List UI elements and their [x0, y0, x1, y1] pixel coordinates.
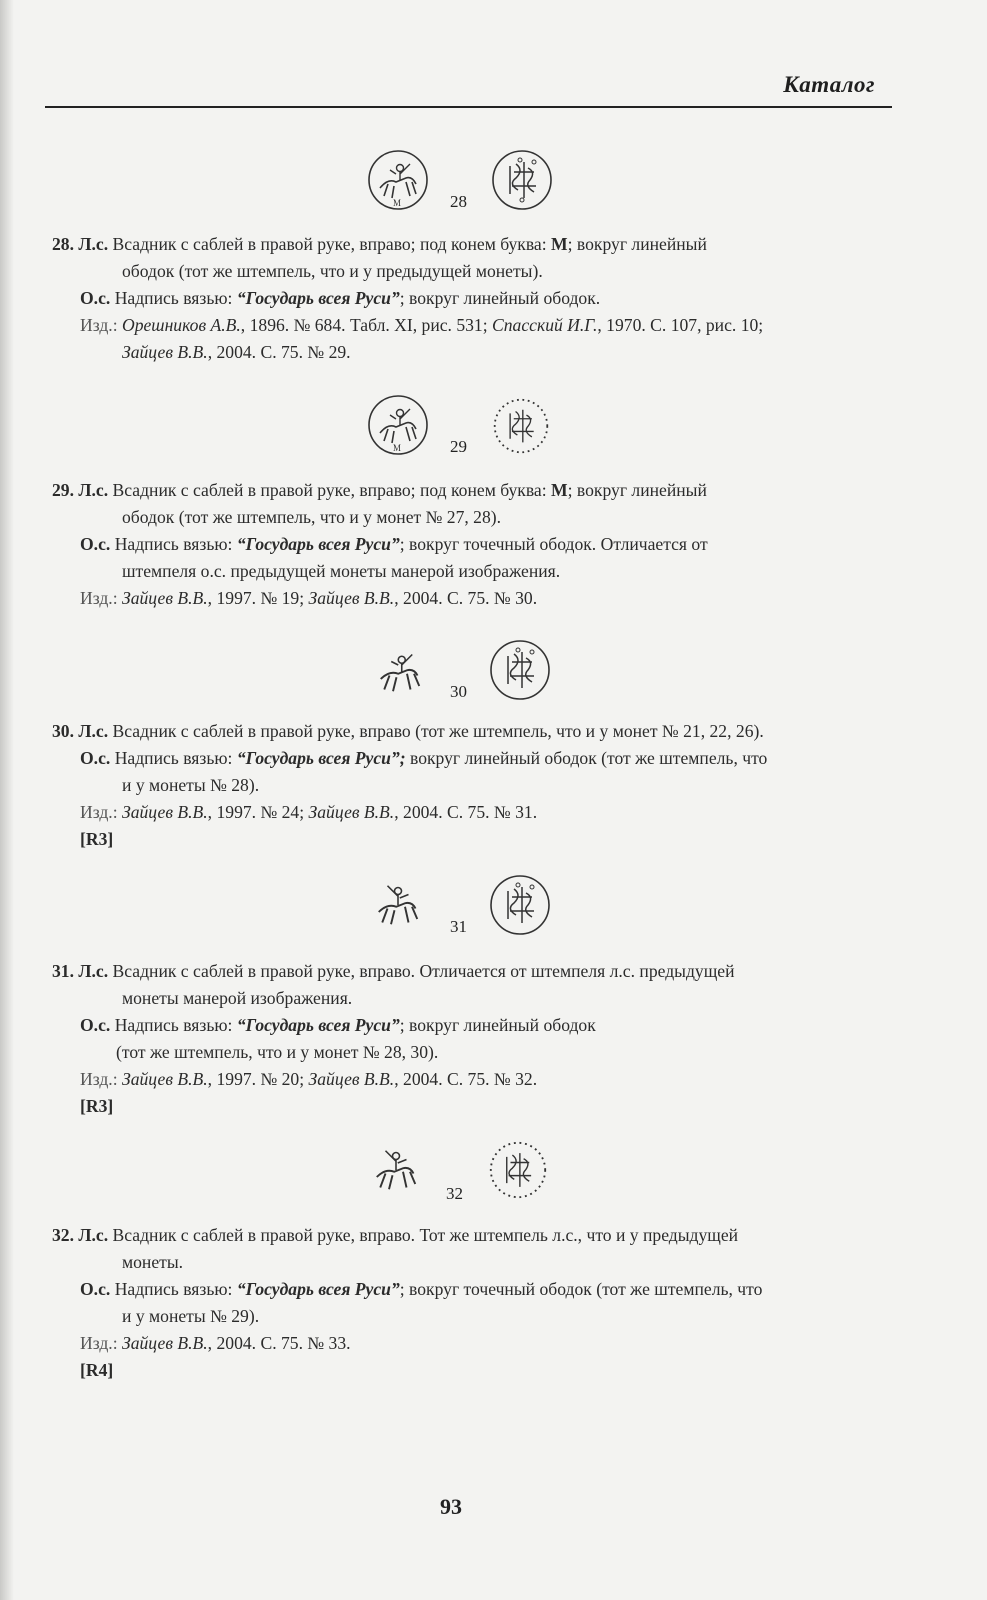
reverse-inscription-coin-image	[488, 1140, 548, 1200]
obverse-rider-image	[372, 644, 428, 700]
entry-id: 28. Л.с.	[52, 234, 109, 254]
coin-number: 30	[450, 682, 467, 701]
coin-number: 28	[450, 192, 467, 211]
section-title: Каталог	[783, 72, 875, 97]
os-label: О.с.	[80, 1015, 111, 1035]
entry-id: 30. Л.с.	[52, 721, 109, 741]
coin-figure-32	[0, 1138, 987, 1218]
catalog-entry-32: 32. Л.с. Всадник с саблей в правой руке, вправо. Тот же штемпель л.с., что и у предыдущей монеты. О.с. Надпись вязью: “Государь всея Руси”; вокруг точечный ободок (тот же штемпель, что и у монеты № 29). Изд.: Зайцев В.В., 2004. С. 75. № 33. [R4]	[52, 1225, 763, 1380]
obverse-rider-coin-image	[366, 148, 430, 212]
obverse-rider-image	[370, 877, 426, 933]
header-rule	[45, 106, 892, 108]
izd-label: Изд.:	[80, 802, 118, 822]
page-number: 93	[440, 1494, 462, 1519]
izd-label: Изд.:	[80, 315, 118, 335]
izd-label: Изд.:	[80, 588, 118, 608]
page-edge-shadow	[0, 0, 14, 1600]
coin-number: 32	[446, 1184, 463, 1203]
entry-id: 29. Л.с.	[52, 480, 109, 500]
rarity-badge: [R3]	[80, 829, 114, 849]
os-label: О.с.	[80, 748, 111, 768]
coin-number: 29	[450, 437, 467, 456]
catalog-entry-29: 29. Л.с. Всадник с саблей в правой руке, вправо; под конем буква: М; вокруг линейный ободок (тот же штемпель, что и у монет № 27, 28). О.с. Надпись вязью: “Государь всея Руси”; вокруг точечный ободок. Отличается от штемпеля о.с. предыдущей монеты манерой изображения. Изд.: Зайцев В.В., 1997. № 19; Зайцев В.В., 2004. С. 75. № 30.	[52, 480, 708, 608]
rarity-badge: [R4]	[80, 1360, 114, 1380]
svg-text:M: M	[393, 443, 402, 453]
coin-number: 31	[450, 917, 467, 936]
entry-id: 31. Л.с.	[52, 961, 109, 981]
svg-text:M: M	[393, 198, 402, 208]
os-label: О.с.	[80, 288, 111, 308]
izd-label: Изд.:	[80, 1333, 118, 1353]
obverse-rider-image	[368, 1142, 424, 1198]
catalog-entry-31: 31. Л.с. Всадник с саблей в правой руке, вправо. Отличается от штемпеля л.с. предыдущей монеты манерой изображения. О.с. Надпись вязью: “Государь всея Руси”; вокруг линейный ободок (тот же штемпель, что и у монет № 28, 30). Изд.: Зайцев В.В., 1997. № 20; Зайцев В.В., 2004. С. 75. № 32. [R3]	[52, 961, 735, 1116]
os-label: О.с.	[80, 534, 111, 554]
entry-id: 32. Л.с.	[52, 1225, 109, 1245]
os-label: О.с.	[80, 1279, 111, 1299]
obverse-rider-coin-image	[366, 393, 430, 457]
coin-figure-28	[0, 148, 987, 228]
catalog-entry-28: 28. Л.с. Всадник с саблей в правой руке, вправо; под конем буква: М; вокруг линейный ободок (тот же штемпель, что и у предыдущей монеты). О.с. Надпись вязью: “Государь всея Руси”; вокруг линейный ободок. Изд.: Орешников А.В., 1896. № 684. Табл. XI, рис. 531; Спасский И.Г., 1970. С. 107, рис. 10; Зайцев В.В., 2004. С. 75. № 29.	[52, 234, 764, 362]
reverse-inscription-coin-image	[488, 873, 552, 937]
rarity-badge: [R3]	[80, 1096, 114, 1116]
coin-figure-30	[0, 638, 987, 718]
izd-label: Изд.:	[80, 1069, 118, 1089]
catalog-entry-30: 30. Л.с. Всадник с саблей в правой руке, вправо (тот же штемпель, что и у монет № 21, 22, 26). О.с. Надпись вязью: “Государь всея Руси”; вокруг линейный ободок (тот же штемпель, что и у монеты № 28). Изд.: Зайцев В.В., 1997. № 24; Зайцев В.В., 2004. С. 75. № 31. [R3]	[52, 721, 768, 849]
reverse-inscription-coin-image	[490, 148, 554, 212]
coin-figure-29	[0, 393, 987, 473]
reverse-inscription-coin-image	[488, 638, 552, 702]
reverse-inscription-coin-image	[492, 397, 550, 455]
coin-figure-31	[0, 873, 987, 953]
